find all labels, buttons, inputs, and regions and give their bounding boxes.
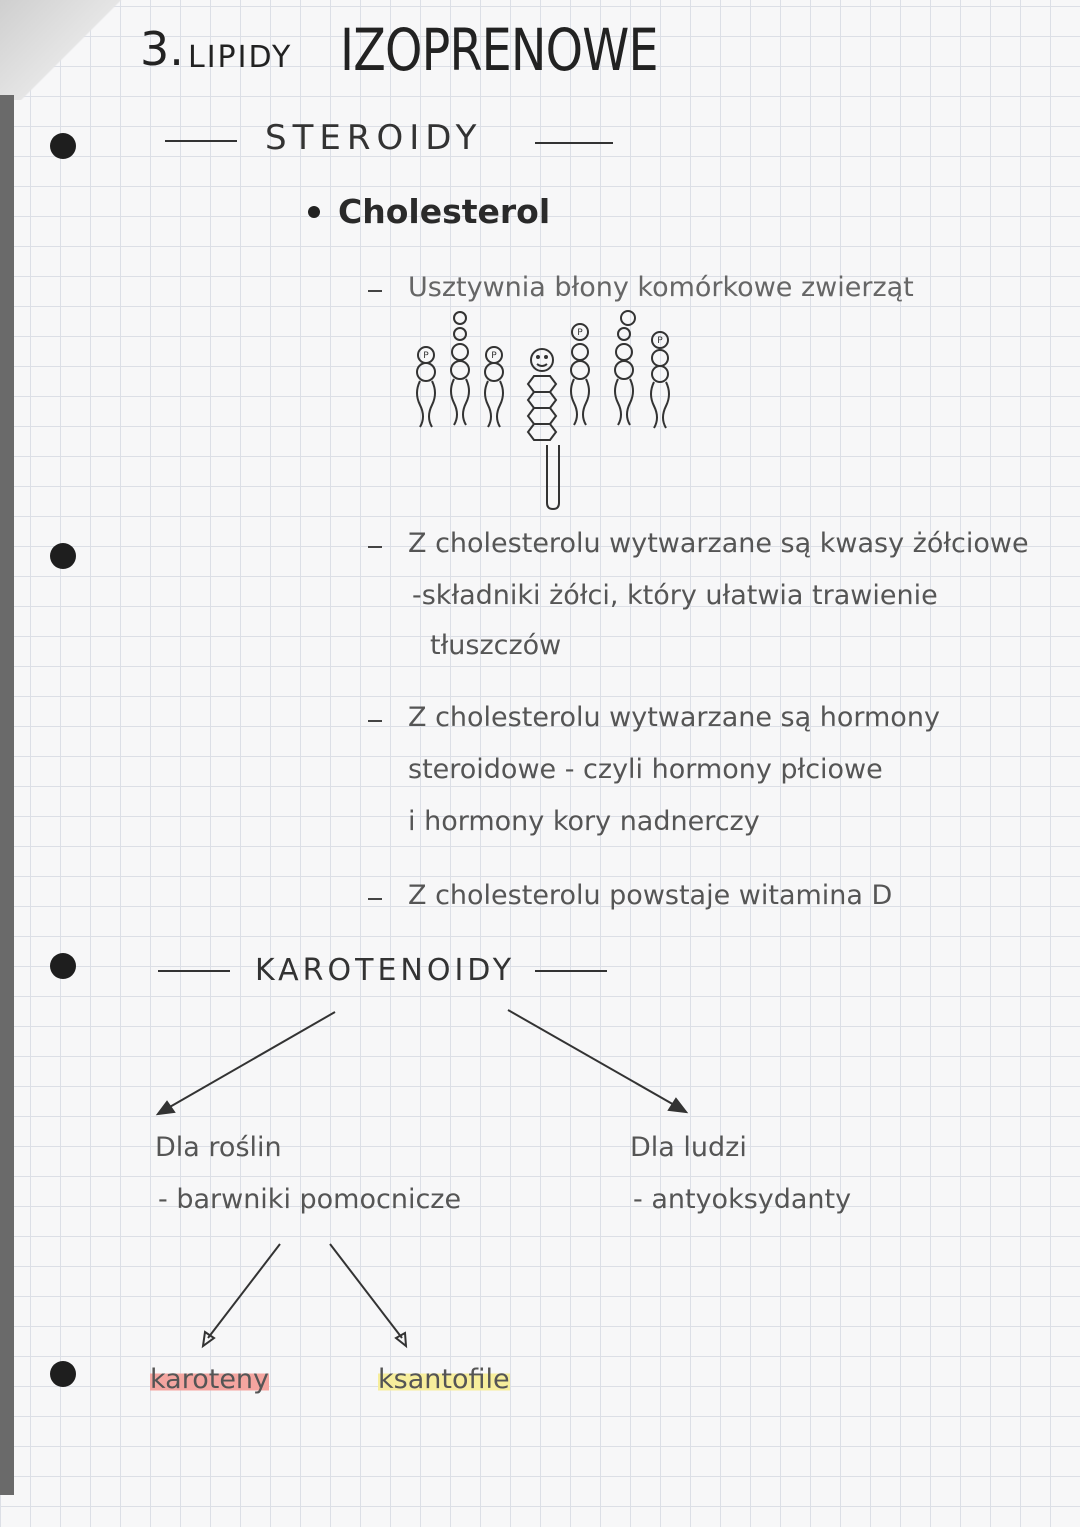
plants-title: Dla roślin bbox=[155, 1132, 282, 1163]
carotenoid-arrows bbox=[158, 1010, 686, 1346]
plants-role: - barwniki pomocnicze bbox=[158, 1184, 462, 1215]
karoteny-label: karoteny bbox=[150, 1364, 270, 1395]
title-lipidy: LIPIDY bbox=[188, 40, 293, 75]
heading-karotenoidy: KAROTENOIDY bbox=[255, 953, 516, 988]
title-number: 3. bbox=[140, 22, 184, 76]
phospholipid-icon bbox=[451, 312, 469, 425]
point-bile-desc: -składniki żółci, który ułatwia trawienie bbox=[412, 580, 938, 611]
arrow-to-ksantofile bbox=[330, 1244, 402, 1338]
point-hormones-adrenal: i hormony kory nadnerczy bbox=[408, 806, 760, 837]
point-bile-fats: tłuszczów bbox=[430, 630, 562, 661]
title-izoprenowe: IZOPRENOWE bbox=[340, 16, 658, 84]
arrowhead-icon bbox=[669, 1099, 686, 1112]
point-membrane: Usztywnia błony komórkowe zwierząt bbox=[408, 272, 914, 303]
arrow-to-karoteny bbox=[208, 1244, 280, 1338]
point-vitamin-d: Z cholesterolu powstaje witamina D bbox=[408, 880, 893, 911]
phospholipid-icon bbox=[615, 311, 635, 425]
point-hormones: Z cholesterolu wytwarzane są hormony bbox=[408, 702, 940, 733]
phosphate-icon: P bbox=[491, 351, 497, 361]
cholesterol-label: Cholesterol bbox=[338, 192, 551, 231]
phosphate-icon: P bbox=[423, 351, 429, 361]
phosphate-icon: P bbox=[577, 328, 583, 338]
phospholipid-icon bbox=[651, 332, 669, 428]
arrowhead-icon bbox=[158, 1102, 174, 1114]
membrane-sketch bbox=[417, 311, 669, 509]
point-bile-acids: Z cholesterolu wytwarzane są kwasy żółciowe bbox=[408, 528, 1029, 559]
arrowhead-icon bbox=[203, 1332, 214, 1346]
point-hormones-sex: steroidowe - czyli hormony płciowe bbox=[408, 754, 883, 785]
cholesterol-molecule-icon bbox=[528, 349, 559, 509]
phosphate-icon: P bbox=[657, 336, 663, 346]
heading-steroidy: STEROIDY bbox=[265, 118, 483, 158]
arrow-to-humans bbox=[508, 1010, 676, 1106]
humans-title: Dla ludzi bbox=[630, 1132, 747, 1163]
humans-role: - antyoksydanty bbox=[633, 1184, 852, 1215]
arrow-to-plants bbox=[168, 1012, 335, 1108]
ksantofile-label: ksantofile bbox=[378, 1364, 510, 1395]
arrowhead-icon bbox=[396, 1333, 406, 1346]
phospholipid-icon bbox=[571, 324, 589, 425]
